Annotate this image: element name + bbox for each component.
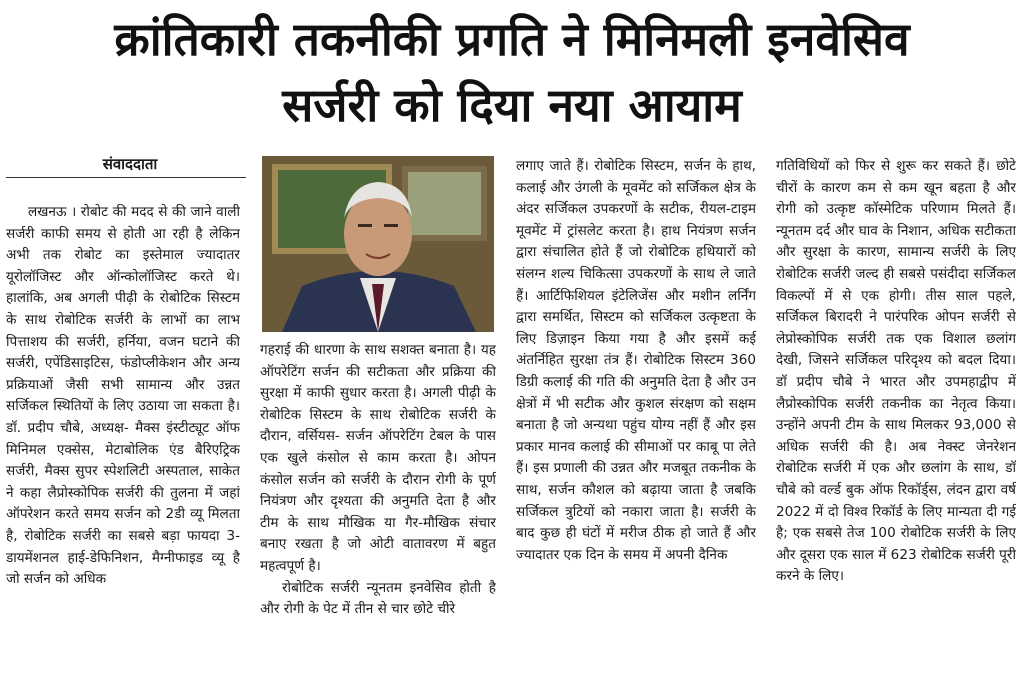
column-1-paragraph: लखनऊ । रोबोट की मदद से की जाने वाली सर्जरी काफी समय से होती आ रही है लेकिन अभी तक रोबोट का इस्तेमाल ज्यादातर यूरोलॉजिस्ट और ऑन्कोलॉजिस्ट करते थे। हालांकि, अब अगली पीढ़ी के रोबोटिक सिस्टम के साथ रोबोटिक सर्जरी के लाभों का लाभ पित्ताशय की सर्जरी, हर्निया, वजन घटाने की सर्जरी, एपेंडिसाइटिस, फंडोप्लीकेशन और अन्य प्रक्रियाओं जैसी सभी सामान्य और उन्नत सर्जिकल स्थितियों के लिए उठाया जा सकता है। डॉ. प्रदीप चौबे, अध्यक्ष- मैक्स इंस्टीट्यूट ऑफ मिनिमल एक्सेस, मेटाबोलिक एंड बैरिएट्रिक सर्जरी, मैक्स सुपर स्पेशलिटी अस्पताल, साकेत ने कहा लैप्रोस्कोपिक सर्जरी की तुलना में जहां ऑपरेशन करते समय सर्जन को 2डी व्यू मिलता है, रोबोटिक सर्जरी का सबसे बड़ा फायदा 3-डायमेंशनल हाई-डेफिनिशन, मैग्नीफाइड व्यू है जो सर्जन को अधिक (6, 204, 240, 588)
column-2-paragraph-1: गहराई की धारणा के साथ सशक्त बनाता है। यह ऑपरेटिंग सर्जन की सटीकता और प्रक्रिया की सुरक्षा में काफी सुधार करता है। अगली पीढ़ी के रोबोटिक सिस्टम के साथ रोबोटिक सर्जरी के दौरान, वर्सियस- सर्जन ऑपरेटिंग टेबल के पास एक खुले कंसोल से काम करता है। ओपन कंसोल सर्जन को सर्जरी के दौरान रोगी के पूर्ण नियंत्रण और दृश्यता की अनुमति देता है और टीम के साथ मौखिक या गैर-मौखिक संचार बनाए रखता है जो ओटी वातावरण में बहुत महत्वपूर्ण है। (260, 342, 496, 574)
column-2-paragraph-2: रोबोटिक सर्जरी न्यूनतम इनवेसिव होती है और रोगी के पेट में तीन से चार छोटे चीरे (260, 579, 496, 618)
doctor-portrait-photo (262, 156, 494, 332)
column-3-paragraph: लगाए जाते हैं। रोबोटिक सिस्टम, सर्जन के हाथ, कलाई और उंगली के मूवमेंट को सर्जिकल क्षेत्र के अंदर सर्जिकल उपकरणों के सटीक, रीयल-टाइम मूवमेंट में ट्रांसलेट करता है। हाथ नियंत्रण सर्जन द्वारा संचालित होते हैं जो रोबोटिक हथियारों को संलग्न शल्य चिकित्सा उपकरणों के साथ ले जाते हैं। आर्टिफिशियल इंटेलिजेंस और मशीन लर्निंग द्वारा समर्थित, सिस्टम को सर्जिकल उत्कृष्टता के लिए डिज़ाइन किया गया है और इसमें कई अंतर्निहित सुरक्षा तंत्र हैं। रोबोटिक सिस्टम 360 डिग्री कलाई की गति की अनुमति देता है और उन क्षेत्रों में भी सटीक और कुशल संरक्षण को सक्षम बनाता है जो अन्यथा पहुंच योग्य नहीं हैं और इस प्रकार मानव कलाई की सीमाओं पर काबू पा लेते हैं। इस प्रणाली की उन्नत और मजबूत तकनीक के साथ, सर्जन कौशल को बढ़ाया जाता है जबकि सर्जिकल त्रुटियों को नकारा जाता है। सर्जरी के बाद कुछ ही घंटों में मरीज ठीक हो जाते हैं और ज्यादातर एक दिन के समय में अपनी दैनिक (516, 158, 756, 563)
headline-line-1: क्रांतिकारी तकनीकी प्रगति ने मिनिमली इनवेसिव (114, 12, 910, 66)
article-column-4 (776, 156, 1016, 672)
article-column-2 (260, 340, 496, 672)
headline-line-2: सर्जरी को दिया नया आयाम (282, 78, 742, 132)
article-column-3 (516, 156, 756, 672)
headline (0, 6, 1024, 138)
column-4-paragraph: गतिविधियों को फिर से शुरू कर सकते हैं। छोटे चीरों के कारण कम से कम खून बहता है और रोगी को उत्कृष्ट कॉस्मेटिक परिणाम मिलते हैं। न्यूनतम दर्द और घाव के निशान, अधिक सटीकता और सुरक्षा के कारण, सामान्य सर्जरी के लिए रोबोटिक सर्जरी जल्द ही सबसे पसंदीदा सर्जिकल विकल्पों में से एक होगी। तीस साल पहले, सर्जिकल बिरादरी ने पारंपरिक ओपन सर्जरी से लेप्रोस्कोपिक सर्जरी तक एक विशाल छलांग देखी, जिसने सर्जिकल परिदृश्य को बदल दिया। डॉ प्रदीप चौबे ने भारत और उपमहाद्वीप में लैप्रोस्कोपिक सर्जरी तकनीक का नेतृत्व किया। उन्होंने अपनी टीम के साथ मिलकर 93,000 से अधिक सर्जरी की है। अब नेक्स्ट जेनरेशन रोबोटिक सर्जरी में एक और छलांग के साथ, डॉ चौबे को वर्ल्ड बुक ऑफ रिकॉर्ड्स, लंदन द्वारा वर्ष 2022 में दो विश्व रिकॉर्ड के लिए मान्यता दी गई है; एक सबसे तेज 100 रोबोटिक सर्जरी के लिए और दूसरा एक साल में 623 रोबोटिक सर्जरी पूरी करने के लिए। (776, 158, 1016, 585)
article-column-1 (6, 202, 240, 672)
byline: संवाददाता (102, 155, 158, 173)
byline-rule (6, 177, 246, 178)
